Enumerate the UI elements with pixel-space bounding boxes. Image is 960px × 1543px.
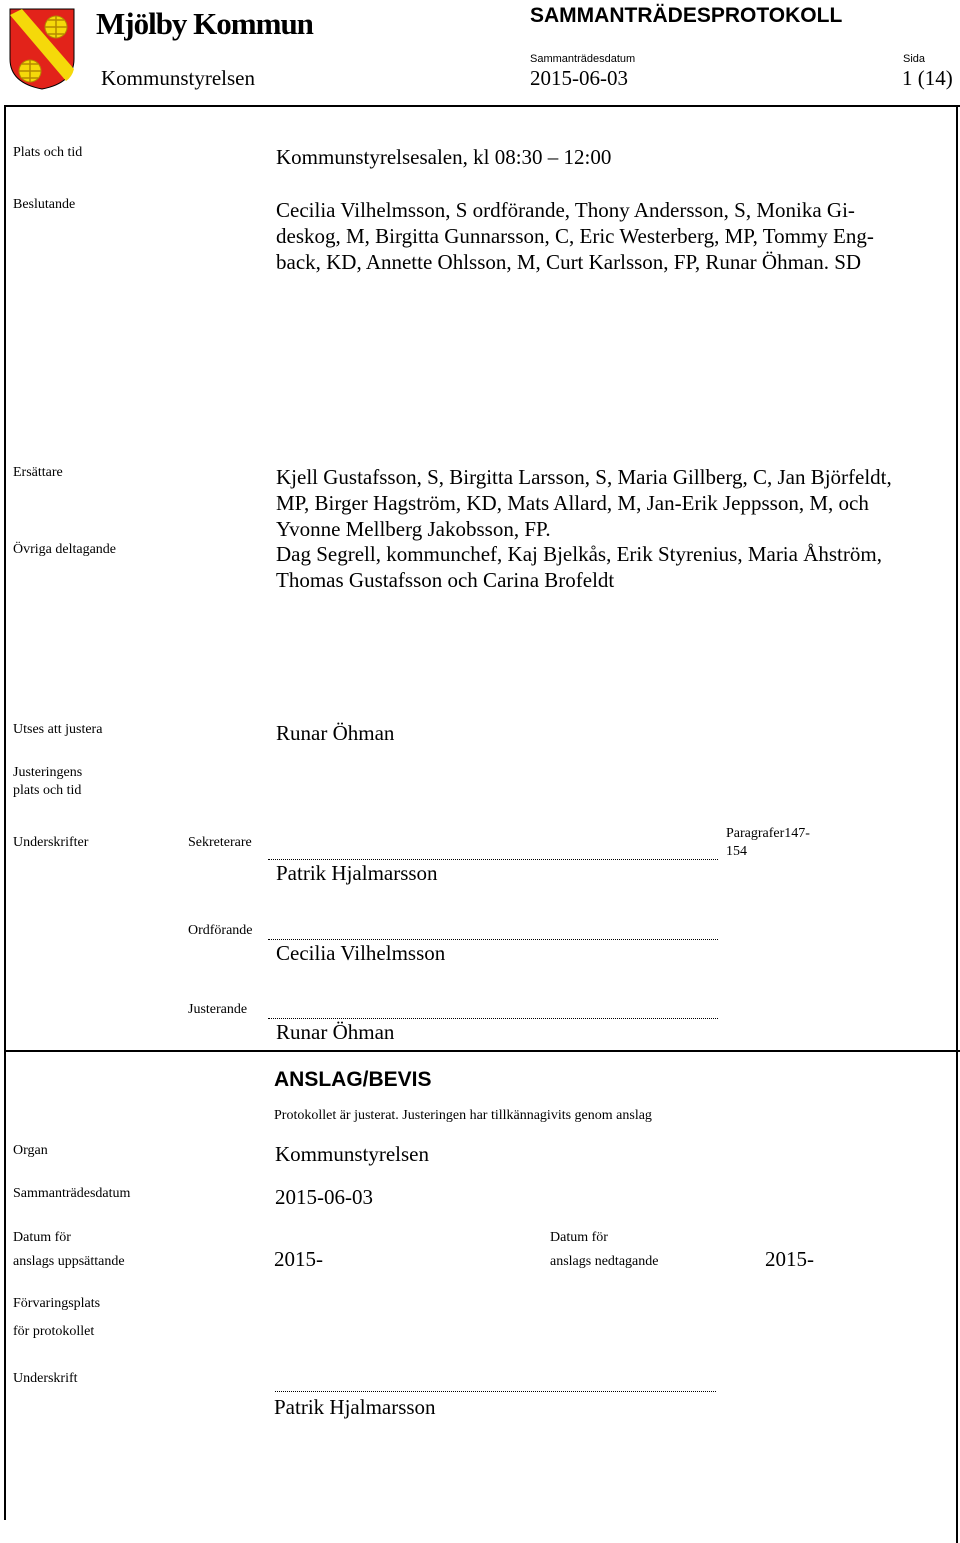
removed-label-2: anslags nedtagande — [550, 1254, 659, 1269]
paragraphs-label: Paragrafer147- — [726, 826, 810, 841]
notice-signature-line — [275, 1391, 716, 1392]
notice-signature-name: Patrik Hjalmarsson — [274, 1395, 436, 1419]
justerande-name: Runar Öhman — [276, 1020, 395, 1044]
notice-divider — [4, 1050, 960, 1052]
chair-signature-line — [268, 939, 718, 940]
place-value: Kommunstyrelsesalen, kl 08:30 – 12:00 — [276, 145, 612, 169]
signatures-label: Underskrifter — [13, 835, 89, 850]
adjuster-value: Runar Öhman — [276, 721, 395, 745]
document-type: SAMMANTRÄDESPROTOKOLL — [530, 4, 843, 27]
municipality-name: Mjölby Kommun — [96, 6, 313, 41]
header-divider — [4, 105, 960, 107]
meeting-date: 2015-06-03 — [530, 66, 628, 90]
storage-label-2: för protokollet — [13, 1324, 95, 1339]
body-name: Kommunstyrelsen — [101, 66, 255, 90]
deputies-label: Ersättare — [13, 465, 63, 480]
organ-value: Kommunstyrelsen — [275, 1142, 429, 1166]
adjust-place-label-2: plats och tid — [13, 783, 82, 798]
storage-label: Förvaringsplats — [13, 1296, 101, 1311]
page-label: Sida — [903, 53, 926, 65]
chair-label: Ordförande — [188, 923, 253, 938]
removed-label: Datum för — [550, 1230, 608, 1245]
posted-label-2: anslags uppsättande — [13, 1254, 125, 1269]
notice-title: ANSLAG/BEVIS — [274, 1068, 432, 1091]
others-value: Dag Segrell, kommunchef, Kaj Bjelkås, Erik Styrenius, Maria Åhström, Thomas Gustafsson och Carina Brofeldt — [276, 542, 882, 592]
date-label: Sammanträdesdatum — [530, 53, 636, 65]
secretary-name: Patrik Hjalmarsson — [276, 861, 438, 885]
signature-label: Underskrift — [13, 1371, 78, 1386]
adjuster-label: Utses att justera — [13, 722, 103, 737]
page-number: 1 (14) — [902, 66, 953, 90]
deputies-value: Kjell Gustafsson, S, Birgitta Larsson, S, Maria Gillberg, C, Jan Björfeldt, MP, Birger Hagström, KD, Mats Allard, M, Jan-Erik Jeppsson, M, och Yvonne Mellberg Jakobsson, FP. — [276, 465, 892, 541]
left-border — [4, 105, 6, 1520]
notice-date-value: 2015-06-03 — [275, 1185, 373, 1209]
chair-name: Cecilia Vilhelmsson — [276, 941, 446, 965]
coat-of-arms-icon — [8, 7, 76, 91]
adjust-place-label: Justeringens — [13, 765, 83, 780]
justerande-signature-line — [268, 1018, 718, 1019]
posted-value: 2015- — [274, 1247, 323, 1271]
notice-statement: Protokollet är justerat. Justeringen har tillkännagivits genom anslag — [274, 1108, 652, 1123]
deciding-value: Cecilia Vilhelmsson, S ordförande, Thony Andersson, S, Monika Gi- deskog, M, Birgitta Gunnarsson, C, Eric Westerberg, MP, Tommy Eng- back, KD, Annette Ohlsson, M, Curt Karlsson, FP, Runar Öhman. SD — [276, 198, 874, 274]
secretary-signature-line — [268, 859, 718, 860]
notice-date-label: Sammanträdesdatum — [13, 1186, 131, 1201]
others-label: Övriga deltagande — [13, 542, 117, 557]
paragraphs-value: 154 — [726, 844, 747, 859]
organ-label: Organ — [13, 1143, 48, 1158]
removed-value: 2015- — [765, 1247, 814, 1271]
deciding-label: Beslutande — [13, 197, 76, 212]
right-border — [956, 105, 958, 1543]
posted-label: Datum för — [13, 1230, 71, 1245]
place-label: Plats och tid — [13, 145, 83, 160]
justerande-label: Justerande — [188, 1002, 248, 1017]
secretary-label: Sekreterare — [188, 835, 252, 850]
